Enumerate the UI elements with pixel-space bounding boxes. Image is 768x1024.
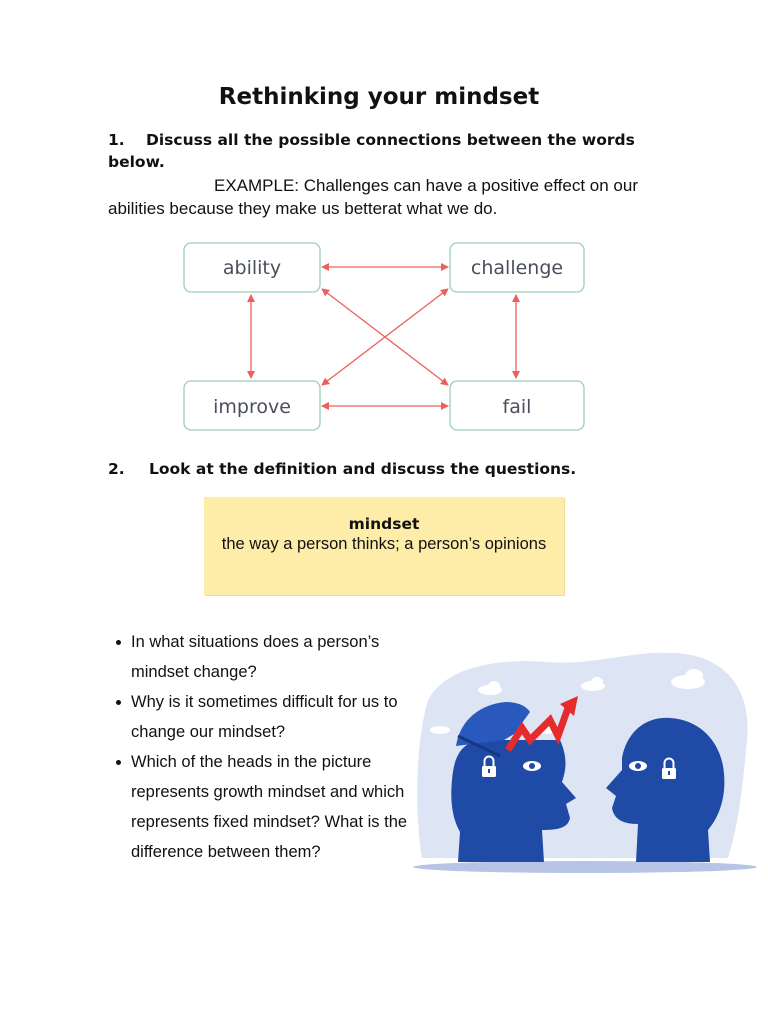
example-text bbox=[108, 174, 698, 220]
eye-icon bbox=[523, 761, 541, 771]
question-text: In what situations does a person’s mindset change? bbox=[131, 633, 380, 681]
example-line-2: abilities because they make us betterat what we do. bbox=[108, 199, 498, 218]
word-connection-diagram bbox=[170, 232, 590, 437]
bullet-icon bbox=[116, 760, 121, 765]
list-item bbox=[108, 747, 418, 867]
word-fail: fail bbox=[502, 396, 532, 418]
word-box-ability bbox=[184, 243, 320, 292]
section-2-number: 2. bbox=[108, 460, 125, 478]
mindset-heads-illustration bbox=[410, 640, 760, 885]
section-1-number: 1. bbox=[108, 131, 125, 149]
word-box-challenge bbox=[450, 243, 584, 292]
word-challenge: challenge bbox=[470, 257, 564, 279]
word-improve: improve bbox=[213, 396, 291, 418]
question-text: Which of the heads in the picture represents growth mindset and which represents fixed mindset? What is the difference between them? bbox=[131, 753, 408, 861]
definition-word: mindset bbox=[348, 515, 420, 533]
word-box-improve bbox=[184, 381, 320, 430]
bullet-icon bbox=[116, 640, 121, 645]
page-title: Rethinking your mindset bbox=[218, 84, 540, 110]
section-2-heading bbox=[108, 458, 668, 480]
list-item bbox=[108, 687, 418, 747]
section-1-heading bbox=[108, 129, 668, 173]
section-1-text: Discuss all the possible connections between the words below. bbox=[108, 131, 635, 171]
bullet-icon bbox=[116, 700, 121, 705]
example-line-1: EXAMPLE: Challenges can have a positive effect on our bbox=[214, 176, 638, 195]
word-box-fail bbox=[450, 381, 584, 430]
list-item bbox=[108, 627, 418, 687]
definition-box bbox=[204, 497, 564, 595]
eye-icon bbox=[629, 761, 647, 771]
word-ability: ability bbox=[222, 257, 282, 279]
question-list bbox=[108, 627, 418, 867]
section-2-text: Look at the definition and discuss the questions. bbox=[149, 460, 577, 478]
definition-meaning: the way a person thinks; a person’s opinions bbox=[221, 535, 547, 553]
ground-shadow bbox=[413, 861, 757, 873]
question-text: Why is it sometimes difficult for us to change our mindset? bbox=[131, 693, 398, 741]
